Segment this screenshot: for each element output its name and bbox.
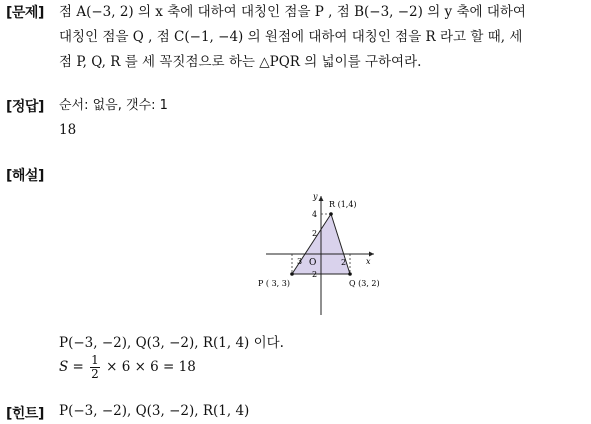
solution-points-line: P(−3, −2), Q(3, −2), R(1, 4) 이다. (59, 335, 284, 351)
solution-label: [해설] (6, 168, 44, 184)
point-r (329, 212, 333, 216)
hint-line-1: P(−3, −2), Q(3, −2), R(1, 4) (59, 403, 250, 419)
problem-label: [문제] (6, 5, 44, 21)
tick-label-2-up: 2 (312, 229, 318, 238)
fraction-denominator: 2 (91, 367, 99, 381)
x-axis-label: x (366, 257, 371, 266)
y-axis-arrow-icon (319, 196, 324, 201)
fraction-half (90, 354, 100, 381)
problem-line-3: 점 P, Q, R 를 세 꼭짓점으로 하는 △PQR 의 넓이를 구하여라. (59, 54, 422, 70)
point-p (290, 272, 294, 276)
point-q-label: Q (3, 2) (349, 279, 380, 288)
solution-area-line (59, 352, 196, 382)
area-rhs: × 6 × 6 = 18 (106, 359, 196, 375)
fraction-numerator: 1 (91, 353, 99, 367)
x-axis-arrow-icon (369, 252, 374, 257)
problem-line-1: 점 A(−3, 2) 의 x 축에 대하여 대칭인 점을 P , 점 B(−3, −2) 의 y 축에 대하여 (59, 4, 526, 20)
point-r-label: R (1,4) (329, 200, 357, 209)
triangle-figure (0, 188, 591, 318)
point-q (348, 272, 352, 276)
answer-line-1: 순서: 없음, 갯수: 1 (59, 98, 168, 113)
tick-label-neg3: 3 (297, 257, 303, 266)
answer-label: [정답] (6, 99, 44, 115)
answer-value: 18 (59, 122, 77, 138)
tick-label-2-down: 2 (312, 270, 318, 279)
y-axis-label: y (313, 192, 318, 201)
area-lhs: S = (59, 359, 84, 375)
tick-label-3: 2 (341, 258, 347, 267)
problem-line-2: 대칭인 점을 Q , 점 C(−1, −4) 의 원점에 대하여 대칭인 점을 R 라고 할 때, 세 (59, 29, 523, 45)
origin-label: O (309, 258, 317, 268)
hint-label: [힌트] (6, 406, 44, 422)
tick-label-4: 4 (312, 210, 318, 219)
point-p-label: P ( 3, 3) (258, 279, 290, 288)
